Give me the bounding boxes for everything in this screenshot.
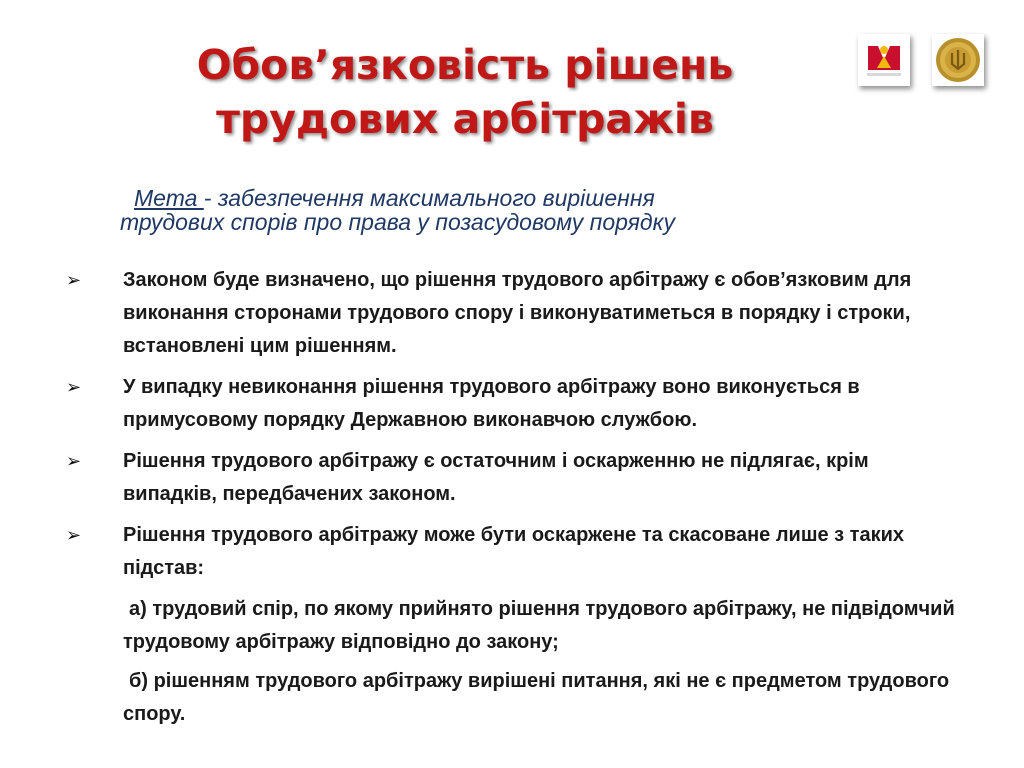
- goal-line-2: трудових спорів про права у позасудовому порядку: [120, 209, 675, 235]
- bullet-item-2: [66, 371, 966, 437]
- bullet-list: [66, 264, 966, 737]
- goal-line-1-rest: - забезпечення максимального вирішення: [203, 185, 655, 211]
- sub-item-text: б) рішенням трудового арбітражу вирішені питання, які не є предметом трудового спору.: [123, 670, 950, 725]
- red-yellow-m-emblem-icon: [858, 34, 910, 86]
- sub-item-text: а) трудовий спір, по якому прийнято рішення трудового арбітражу, не підвідомчий трудовому арбітражу відповідно до закону;: [123, 598, 955, 653]
- goal-lead-word: Мета: [134, 185, 204, 211]
- bullet-item-3: [66, 445, 966, 511]
- bullet-item-4: [66, 519, 966, 585]
- arrow-bullet-icon: ➢: [66, 525, 82, 545]
- sub-item-b: [66, 665, 966, 731]
- sub-item-a: [66, 593, 966, 659]
- bullet-text: Рішення трудового арбітражу може бути оскаржене та скасоване лише з таких підстав:: [123, 524, 905, 579]
- bullet-item-1: [66, 264, 966, 363]
- bullet-text: У випадку невиконання рішення трудового арбітражу воно виконується в примусовому порядку Державною виконавчою службою.: [123, 376, 860, 431]
- arrow-bullet-icon: ➢: [66, 270, 82, 290]
- title-line-2: трудових арбітражів: [216, 95, 714, 143]
- bullet-text: Рішення трудового арбітражу є остаточним і оскарженню не підлягає, крім випадків, передбачених законом.: [123, 450, 869, 505]
- goal-line-1: [120, 186, 920, 210]
- bullet-text: Законом буде визначено, що рішення трудового арбітражу є обов’язковим для виконання сторонами трудового спору і виконуватиметься в порядку і строки, встановлені цим рішенням.: [123, 269, 912, 357]
- slide-title: [95, 38, 835, 146]
- gold-trident-seal-icon: [932, 34, 984, 86]
- arrow-bullet-icon: ➢: [66, 451, 82, 471]
- goal-statement: [120, 186, 920, 234]
- title-line-1: Обов’язковість рішень: [196, 41, 734, 89]
- arrow-bullet-icon: ➢: [66, 377, 82, 397]
